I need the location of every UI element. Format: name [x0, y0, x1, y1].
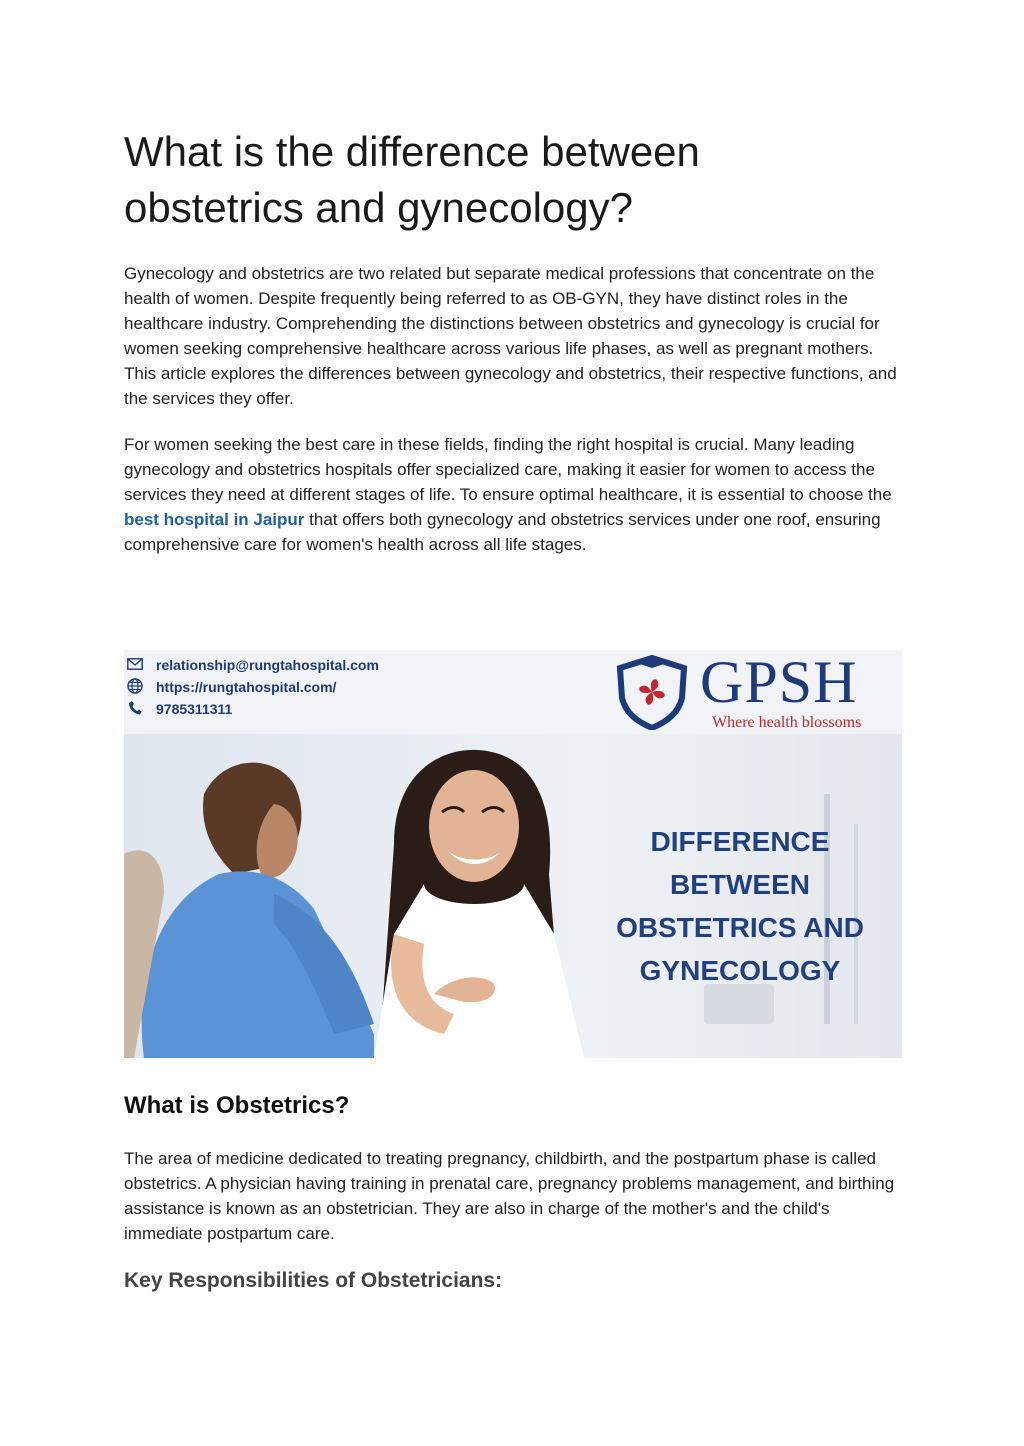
shield-logo-icon	[612, 654, 692, 730]
paragraph-text: For women seeking the best care in these fields, finding the right hospital is crucial. Many leading gynecology and obstetrics hospitals offer specialized care, making it easier for women to access the services they need at different stages of life. To ensure optimal healthcare, it is essential to choose the	[124, 435, 892, 504]
headline-line: BETWEEN	[670, 869, 810, 900]
brand-tagline: Where health blossoms	[712, 714, 862, 731]
best-hospital-link[interactable]: best hospital in Jaipur	[124, 510, 305, 529]
banner-headline	[606, 820, 874, 992]
contact-website	[124, 676, 336, 698]
mail-icon	[124, 657, 146, 673]
subheading: Key Responsibilities of Obstetricians:	[124, 1269, 503, 1292]
phone-icon	[124, 700, 146, 719]
banner-image	[124, 650, 902, 1058]
obstetrics-paragraph: The area of medicine dedicated to treating pregnancy, childbirth, and the postpartum phase is called obstetrics. A physician having training in prenatal care, pregnancy problems management, and birthing assistance is known as an obstetrician. They are also in charge of the mother's and the child's immediate postpartum care.	[124, 1149, 895, 1243]
brand-name: GPSH	[700, 650, 858, 715]
contact-email	[124, 654, 379, 676]
intro-paragraph: Gynecology and obstetrics are two related but separate medical professions that concentrate on the health of women. Despite frequently being referred to as OB-GYN, they have distinct roles in the healthcare industry. Comprehending the distinctions between obstetrics and gynecology is crucial for women seeking comprehensive healthcare across various life phases, as well as pregnant mothers. This article explores the differences between gynecology and obstetrics, their respective functions, and the services they offer.	[124, 264, 897, 408]
email-text: relationship@rungtahospital.com	[156, 657, 379, 673]
banner-topbar	[124, 650, 902, 734]
headline-line: GYNECOLOGY	[639, 955, 841, 986]
second-paragraph	[124, 432, 902, 557]
phone-text: 9785311311	[156, 701, 233, 717]
headline-line: DIFFERENCE	[650, 826, 830, 857]
contact-phone	[124, 698, 232, 720]
headline-line: OBSTETRICS AND	[616, 912, 864, 943]
section-heading: What is Obstetrics?	[124, 1092, 350, 1119]
page-title: What is the difference between obstetrics and gynecology?	[124, 128, 700, 231]
globe-icon	[124, 678, 146, 697]
website-text: https://rungtahospital.com/	[156, 679, 337, 695]
gpsh-logo	[612, 650, 902, 732]
paragraph-text: that offers both gynecology and obstetrics services under one roof, ensuring comprehensive care for women's health across all life stages.	[124, 510, 881, 554]
